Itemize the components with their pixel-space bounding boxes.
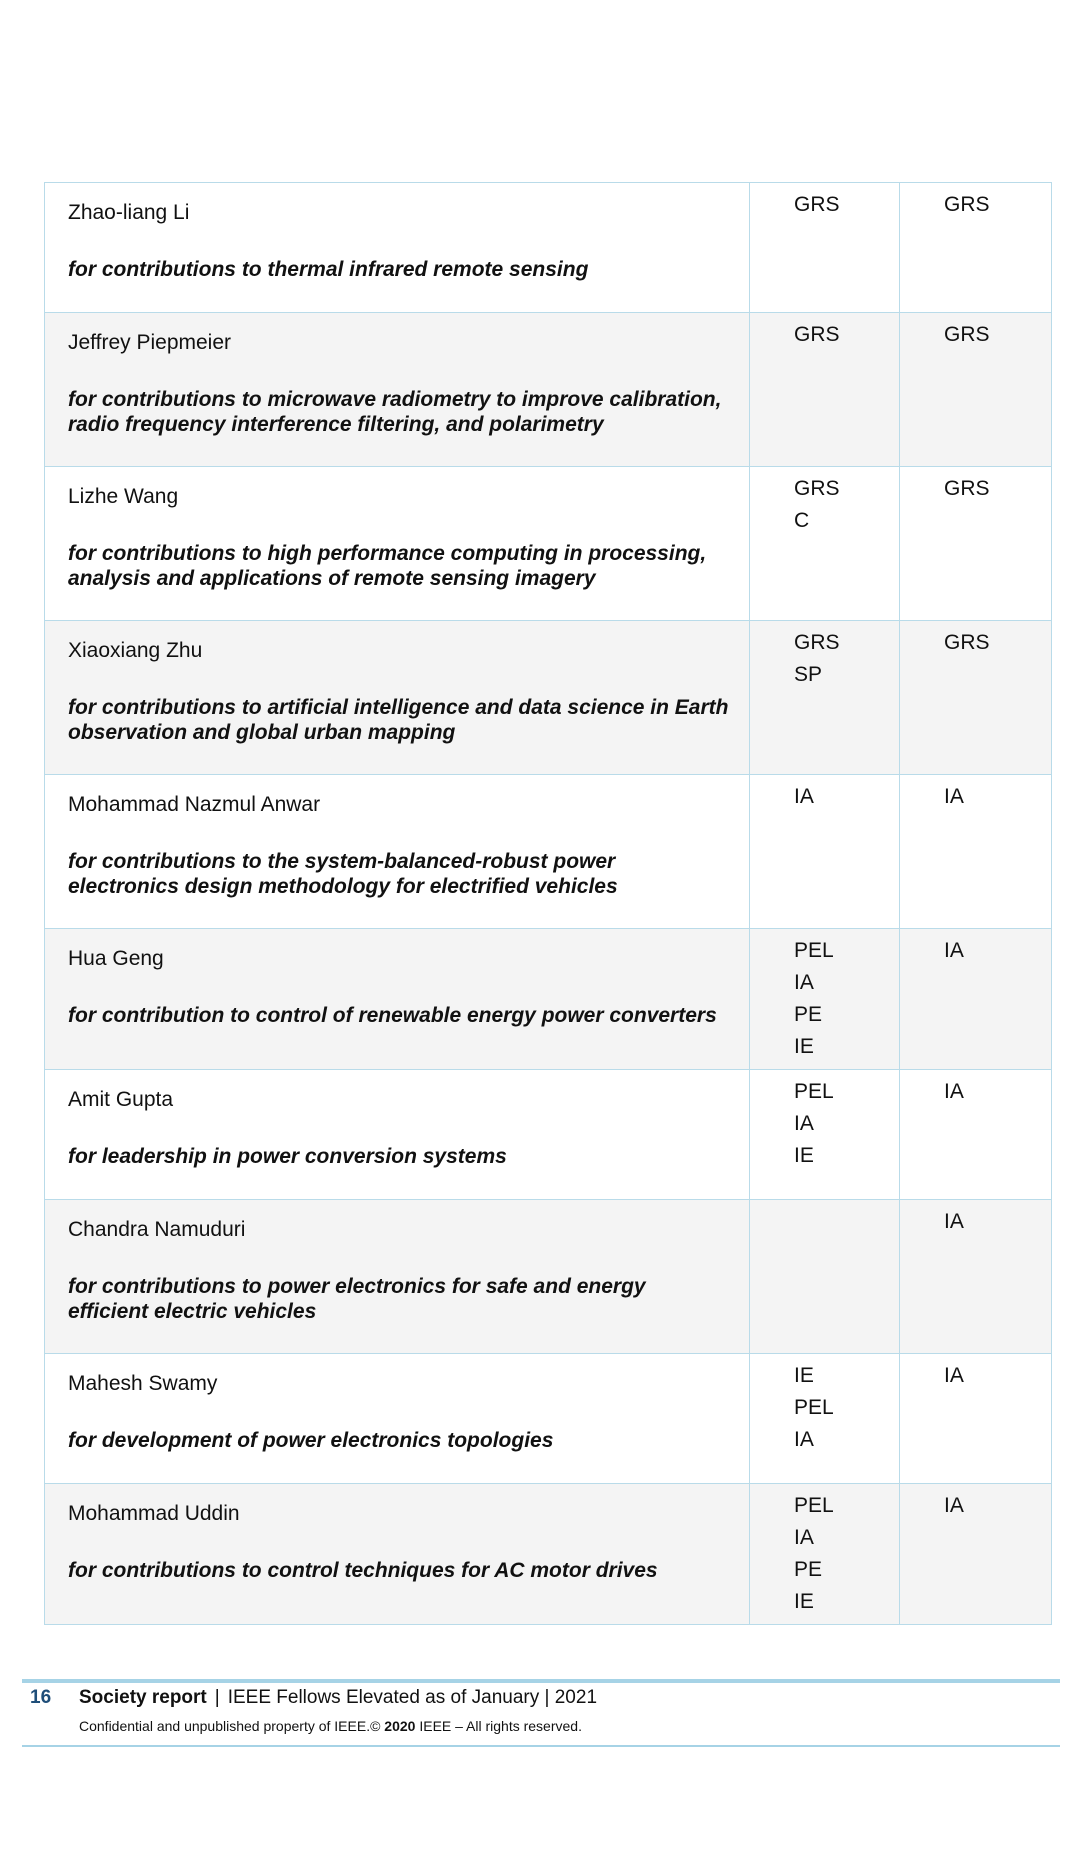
evaluating-society-cell — [900, 621, 1052, 775]
evaluating-society-code: IA — [944, 1494, 964, 1517]
fellow-citation: for contributions to power electronics for safe and energy efficient electric vehicles — [68, 1275, 646, 1323]
confidentiality-notice — [79, 1718, 582, 1734]
society-code: GRS — [794, 323, 840, 346]
fellow-name: Jeffrey Piepmeier — [68, 331, 232, 354]
society-code: C — [794, 509, 810, 532]
evaluating-society-cell — [900, 183, 1052, 313]
fellow-citation: for contributions to microwave radiometry to improve calibration, radio frequency interference filtering, and polarimetry — [68, 388, 722, 436]
fellow-name: Hua Geng — [68, 947, 164, 970]
fellow-citation: for contributions to the system-balanced-robust power electronics design methodology for electrified vehicles — [68, 850, 618, 898]
society-code: GRS — [794, 631, 840, 654]
report-subtitle: IEEE Fellows Elevated as of January | 2021 — [227, 1687, 598, 1708]
evaluating-society-cell — [900, 929, 1052, 1070]
fellow-row — [45, 467, 1052, 621]
fellow-cell — [45, 1070, 750, 1200]
report-title: Society report — [79, 1687, 207, 1708]
fellow-citation: for contributions to thermal infrared remote sensing — [68, 258, 589, 281]
society-code: PEL — [794, 1494, 834, 1517]
fellow-row — [45, 775, 1052, 929]
fellow-row — [45, 929, 1052, 1070]
fellow-row — [45, 1070, 1052, 1200]
member-societies-cell — [750, 313, 900, 467]
society-code: IE — [794, 1590, 814, 1613]
fellow-row — [45, 1484, 1052, 1625]
fellow-name: Mohammad Nazmul Anwar — [68, 793, 321, 816]
society-code: IA — [794, 785, 814, 808]
evaluating-society-code: IA — [944, 1364, 964, 1387]
footer-title — [79, 1687, 597, 1709]
fellow-cell — [45, 313, 750, 467]
fellows-table-body — [45, 183, 1052, 1625]
member-societies-cell — [750, 1070, 900, 1200]
fellow-citation: for contribution to control of renewable energy power converters — [68, 1004, 717, 1027]
evaluating-society-cell — [900, 313, 1052, 467]
evaluating-society-cell — [900, 1484, 1052, 1625]
society-code: PEL — [794, 1080, 834, 1103]
fellow-cell — [45, 183, 750, 313]
evaluating-society-code: GRS — [944, 631, 990, 654]
fellow-citation: for contributions to control techniques for AC motor drives — [68, 1559, 658, 1582]
evaluating-society-code: GRS — [944, 193, 990, 216]
member-societies-cell — [750, 1354, 900, 1484]
society-code: IA — [794, 1428, 814, 1451]
fellow-cell — [45, 621, 750, 775]
member-societies-cell — [750, 183, 900, 313]
evaluating-society-cell — [900, 1070, 1052, 1200]
fellow-cell — [45, 929, 750, 1070]
fellow-cell — [45, 1354, 750, 1484]
society-code: IE — [794, 1144, 814, 1167]
fellow-cell — [45, 1200, 750, 1354]
evaluating-society-code: IA — [944, 785, 964, 808]
fellow-name: Amit Gupta — [68, 1088, 174, 1111]
member-societies-cell — [750, 1484, 900, 1625]
society-code: GRS — [794, 477, 840, 500]
fellow-cell — [45, 775, 750, 929]
fellow-name: Chandra Namuduri — [68, 1218, 246, 1241]
fellow-row — [45, 183, 1052, 313]
society-code: PEL — [794, 1396, 834, 1419]
fellow-row — [45, 1200, 1052, 1354]
fellow-name: Mohammad Uddin — [68, 1502, 240, 1525]
fellow-row — [45, 1354, 1052, 1484]
society-code: PEL — [794, 939, 834, 962]
member-societies-cell — [750, 621, 900, 775]
society-code: PE — [794, 1558, 823, 1581]
member-societies-cell — [750, 775, 900, 929]
fellow-name: Xiaoxiang Zhu — [68, 639, 203, 662]
page-number: 16 — [30, 1687, 52, 1708]
evaluating-society-code: IA — [944, 1080, 964, 1103]
member-societies-cell — [750, 929, 900, 1070]
society-code: SP — [794, 663, 823, 686]
fellows-table — [44, 182, 1052, 1625]
footer-divider-top — [22, 1679, 1060, 1683]
member-societies-cell — [750, 1200, 900, 1354]
member-societies-cell — [750, 467, 900, 621]
society-code: IA — [794, 1526, 814, 1549]
society-code: GRS — [794, 193, 840, 216]
evaluating-society-code: IA — [944, 1210, 964, 1233]
society-code: IE — [794, 1364, 814, 1387]
evaluating-society-code: GRS — [944, 323, 990, 346]
fellow-citation: for contributions to artificial intelligence and data science in Earth observation and global urban mapping — [68, 696, 729, 744]
confidentiality-prefix: Confidential and unpublished property of IEEE.© — [79, 1718, 385, 1734]
evaluating-society-cell — [900, 1354, 1052, 1484]
evaluating-society-code: GRS — [944, 477, 990, 500]
society-code: IE — [794, 1035, 814, 1058]
confidentiality-suffix: IEEE – All rights reserved. — [415, 1718, 582, 1734]
fellow-name: Zhao-liang Li — [68, 201, 190, 224]
fellow-cell — [45, 1484, 750, 1625]
fellow-row — [45, 621, 1052, 775]
society-code: IA — [794, 971, 814, 994]
fellow-name: Lizhe Wang — [68, 485, 179, 508]
footer-divider-bottom — [22, 1745, 1060, 1747]
evaluating-society-cell — [900, 775, 1052, 929]
evaluating-society-cell — [900, 467, 1052, 621]
copyright-year: 2020 — [384, 1718, 416, 1734]
fellow-row — [45, 313, 1052, 467]
evaluating-society-cell — [900, 1200, 1052, 1354]
fellow-citation: for development of power electronics topologies — [68, 1429, 554, 1452]
fellow-citation: for contributions to high performance computing in processing, analysis and applications of remote sensing imagery — [68, 542, 707, 590]
evaluating-society-code: IA — [944, 939, 964, 962]
fellow-cell — [45, 467, 750, 621]
society-code: PE — [794, 1003, 823, 1026]
fellow-name: Mahesh Swamy — [68, 1372, 218, 1395]
title-separator: | — [214, 1687, 220, 1708]
fellow-citation: for leadership in power conversion systems — [68, 1145, 507, 1168]
society-code: IA — [794, 1112, 814, 1135]
